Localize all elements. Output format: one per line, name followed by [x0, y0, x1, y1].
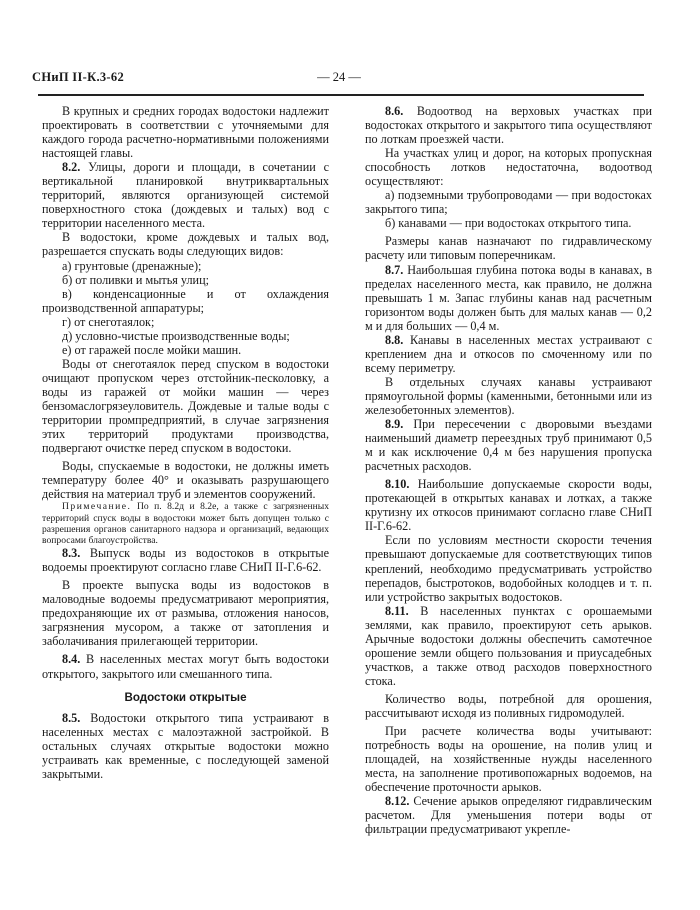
paragraph-text: Водоотвод на верховых участках при водостоках открытого и закрытого типа осуществляют по лоткам проезжей части.: [365, 104, 652, 147]
note: [42, 501, 329, 546]
paragraph: В крупных и средних городах водостоки надлежит проектировать в соответствии с уточняемыми для каждого города расчетно-нормативными положениями настоящей главы.: [42, 104, 329, 161]
paragraph: Если по условиям местности скорости течения превышают допускаемые для соответствующих типов креплений, необходимо предусматривать устройство перепадов, быстротоков, водобойных колодцев и т. п. или устройство закрытых водостоков.: [365, 533, 652, 604]
paragraph-text: Сечение арыков определяют гидравлическим расчетом. Для уменьшения потери воды от фильтрации предусматривают укрепле-: [365, 794, 653, 837]
paragraph-text: Улицы, дороги и площади, в сочетании с вертикальной планировкой внутриквартальных территорий, являются организующей системой поверхностного стока (дождевых и талых) вод с территории населенного места.: [42, 160, 329, 231]
paragraph: [42, 546, 329, 574]
paragraph: При расчете количества воды учитывают: потребность воды на орошение, на полив улиц и площадей, на хозяйственные нужды населенного места, на заполнение противопожарных водоемов, на обеспечение проточности арыков.: [365, 724, 652, 795]
list-item: г) от снеготаялок;: [62, 314, 155, 329]
paragraph-text: Канавы в населенных местах устраивают с креплением дна и откосов по смоченному или по всему периметру.: [365, 332, 652, 375]
paragraph: [365, 263, 652, 333]
document-code: СНиП II-К.3-62: [32, 70, 124, 84]
clause-number: 8.5.: [62, 710, 81, 725]
paragraph: В водостоки, кроме дождевых и талых вод, разрешается спускать воды следующих видов:: [42, 230, 329, 259]
paragraph: Размеры канав назначают по гидравлическому расчету или типовым поперечникам.: [365, 234, 652, 263]
paragraph: [365, 104, 652, 146]
paragraph-text: Наибольшие допускаемые скорости воды, протекающей в открытых канавах и лотках, а также крутизну их откосов принимают согласно главе СНиП II-Г.6-62.: [365, 477, 653, 534]
clause-number: 8.10.: [385, 477, 410, 492]
paragraph-text: В населенных местах могут быть водостоки открытого, закрытого или смешанного типа.: [42, 652, 329, 681]
list-item: б) канавами — при водостоках открытого типа.: [385, 216, 632, 231]
note-label: Примечание.: [62, 501, 132, 513]
paragraph: [365, 477, 652, 533]
paragraph: Воды, спускаемые в водостоки, не должны иметь температуру более 40° и оказывать разрушающего действия на материал труб и элементов сооружений.: [42, 459, 329, 502]
paragraph: [42, 652, 329, 680]
paragraph: [42, 711, 329, 781]
clause-number: 8.9.: [385, 417, 404, 432]
paragraph: [42, 160, 329, 230]
list-item: д) условно-чистые производственные воды;: [62, 328, 290, 343]
paragraph: В отдельных случаях канавы устраивают прямоугольной формы (каменными, бетонными или из железобетонных элементов).: [365, 374, 652, 417]
paragraph-text: Выпуск воды из водостоков в открытые водоемы проектируют согласно главе СНиП II-Г.6-62.: [42, 546, 330, 575]
list-item: е) от гаражей после мойки машин.: [62, 342, 242, 357]
paragraph-text: В населенных пунктах с орошаемыми землями, как правило, проектируют сеть арыков. Арычные водостоки должны обеспечить самотечное орошение земли общего пользования и приусадебных участков, а также отвод расходов поверхностного стока.: [365, 603, 652, 688]
paragraph: [365, 333, 652, 375]
note-text: По п. 8.2д и 8.2е, а также с загрязненных территорий спуск воды в водостоки может быть допущен только с разрешения органов санитарного надзора и организаций, ведающих вопросами благоустройства.: [42, 501, 329, 546]
clause-number: 8.12.: [385, 794, 410, 809]
list-item: а) грунтовые (дренажные);: [62, 258, 202, 273]
clause-number: 8.4.: [62, 652, 81, 667]
clause-number: 8.11.: [385, 603, 409, 618]
clause-number: 8.6.: [385, 104, 404, 118]
left-column: [42, 104, 329, 781]
paragraph: В проекте выпуска воды из водостоков в маловодные водоемы предусматривают мероприятия, предохраняющие их от размыва, отложения наносов, загрязнения мусором, а также от затопления и заболачивания прилегающей территории.: [42, 578, 329, 649]
paragraph-text: При пересечении с дворовыми въездами наименьший диаметр переездных труб принимают 0,5 м и как исключение 0,4 м без нарушения пропуска расчетных расходов.: [365, 417, 652, 474]
paragraph: [365, 794, 652, 836]
paragraph-text: Водостоки открытого типа устраивают в населенных местах с малоэтажной застройкой. В остальных случаях открытые водостоки можно устраивать как временные, с последующей заменой закрытыми.: [42, 710, 330, 781]
list-item: а) подземными трубопроводами — при водостоках закрытого типа;: [365, 188, 652, 217]
section-title: Водостоки открытые: [124, 690, 247, 704]
list-item: б) от поливки и мытья улиц;: [62, 272, 209, 287]
clause-number: 8.8.: [385, 332, 404, 347]
paragraph: [365, 604, 652, 688]
paragraph: Воды от снеготаялок перед спуском в водостоки очищают пропуском через отстойник-песколовку, а воды из гаражей от мойки машин — через бензомаслогрязеуловитель. Дождевые и талые воды с территории промпредприятий, в случае загрязнения этих территорий продуктами производства, подвергают очистке перед спуском в водостоки.: [42, 356, 329, 456]
paragraph-text: Наибольшая глубина потока воды в канавах, в пределах населенного места, как правило, не должна превышать 1 м. Запас глубины канав над расчетным горизонтом воды должен быть для малых канав — 0,2 м и для больших — 0,4 м.: [365, 262, 653, 333]
clause-number: 8.3.: [62, 546, 81, 561]
list-item: в) конденсационные и от охлаждения производственной аппаратуры;: [42, 286, 329, 315]
clause-number: 8.7.: [385, 262, 404, 277]
right-column: [365, 104, 652, 836]
page-header: [32, 70, 646, 90]
page-number: — 24 —: [317, 70, 361, 84]
header-rule: [38, 94, 644, 96]
paragraph: На участках улиц и дорог, на которых пропускная способность лотков недостаточна, водоотвод осуществляют:: [365, 146, 652, 189]
paragraph: Количество воды, потребной для орошения, рассчитывают исходя из поливных гидромодулей.: [365, 691, 652, 720]
paragraph: [365, 417, 652, 473]
clause-number: 8.2.: [62, 160, 81, 175]
